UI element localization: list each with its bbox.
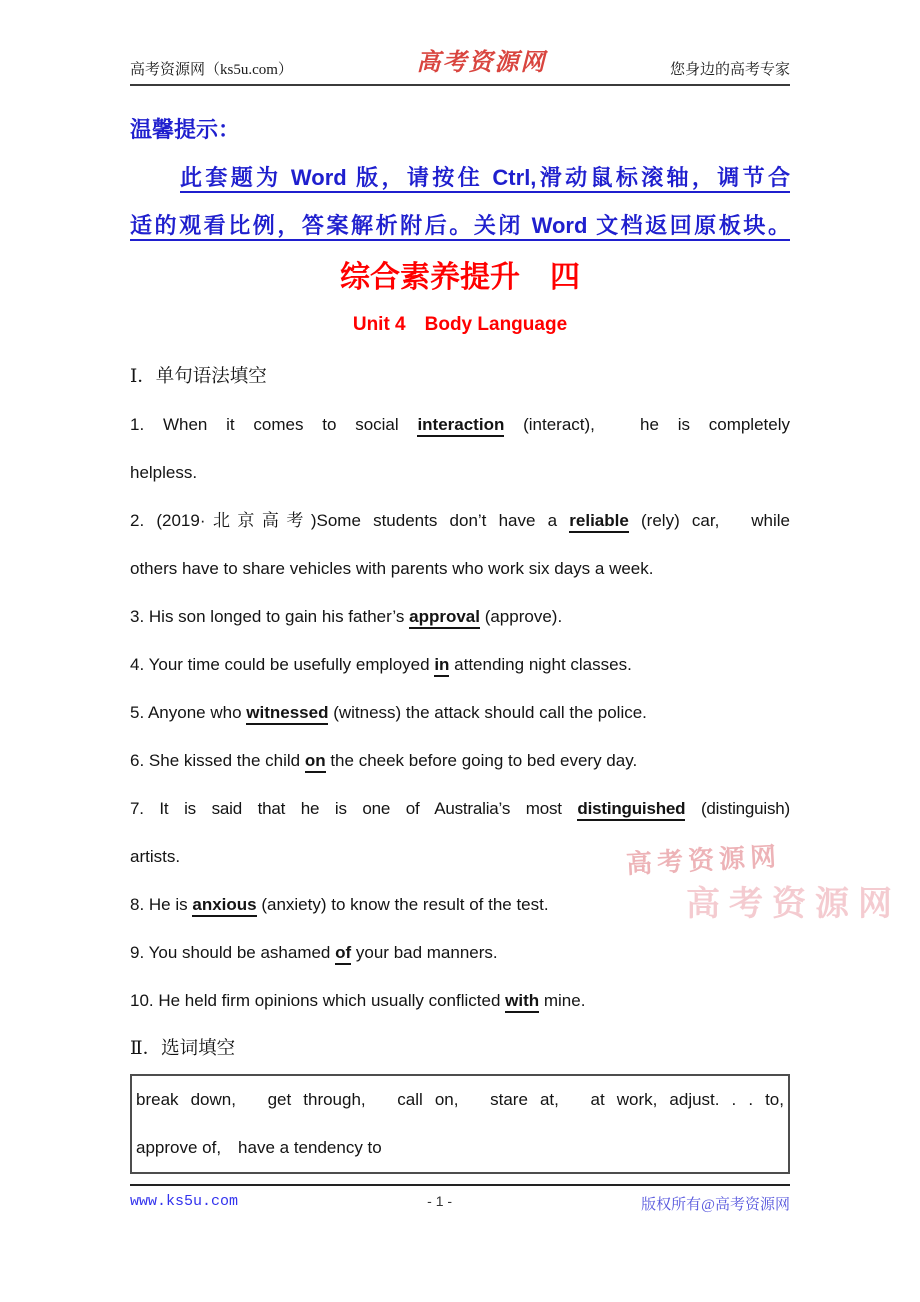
page-subtitle: Unit 4 Body Language [352,314,568,335]
item-text: (distinguish) [685,799,790,818]
item-text: 3. His son longed to gain his father’s [130,607,410,626]
page-number: - 1 - [427,1193,453,1209]
exercise-item-5 [130,689,790,737]
watermark-small: 高考资源网 [625,841,782,880]
item-text: (rely) car, while [628,511,790,530]
answer-blank: with [505,991,539,1013]
exercise-item-10 [130,977,790,1025]
section-1-heading: Ⅰ．单句语法填空 [130,367,267,387]
exercise-item-2 [130,497,790,593]
word-bank-box [130,1074,790,1174]
answer-blank: approval [409,607,480,629]
item-text: others have to share vehicles with parents who work six days a week. [130,559,654,578]
answer-blank: in [434,655,449,677]
item-text: artists. [130,847,181,866]
item-text: (anxiety) to know the result of the test. [256,895,549,914]
word-bank-line-2: approve of, have a tendency to [136,1138,382,1157]
exercise-item-3 [130,593,790,641]
section-2-heading: Ⅱ．选词填空 [130,1039,236,1059]
item-text: 9. You should be ashamed [130,943,336,962]
item-text: the cheek before going to bed every day. [325,751,638,770]
item-text: (approve). [479,607,563,626]
page-footer [130,1184,790,1214]
page-title: 综合素养提升 四 [340,261,580,294]
answer-blank: interaction [417,415,504,437]
item-text: 10. He held firm opinions which usually conflicted [130,991,506,1010]
header-tagline: 您身边的高考专家 [669,62,790,78]
watermark-large: 高考资源网 [686,886,901,923]
exercise-item-6 [130,737,790,785]
word-bank-line-1: break down, get through, call on, stare at, at work, adjust. . . to, [136,1090,784,1109]
notice-line-1: 此套题为 Word 版，请按住 Ctrl,滑动鼠标滚轴，调节合 [180,165,790,190]
item-text: your bad manners. [351,943,498,962]
exercise-item-7 [130,785,790,881]
answer-blank: reliable [569,511,629,533]
exercise-item-1 [130,401,790,497]
exercise-item-4 [130,641,790,689]
notice-block [130,106,790,250]
footer-site-url: www.ks5u.com [130,1193,239,1210]
item-text: (interact), he is completely [504,415,790,434]
exercise-item-9 [130,929,790,977]
item-text: 8. He is [130,895,193,914]
item-text: 2. (2019·北京高考)Some students don’t have a [130,511,570,530]
item-text: (witness) the attack should call the police. [328,703,647,722]
exercise-item-8 [130,881,790,929]
notice-line-2: 适的观看比例，答案解析附后。关闭 Word 文档返回原板块。 [130,213,790,238]
item-text: helpless. [130,463,198,482]
answer-blank: of [335,943,351,965]
answer-blank: anxious [192,895,256,917]
document-body [130,353,790,1174]
answer-blank: on [305,751,326,773]
answer-blank: distinguished [577,799,685,821]
item-text: 1. When it comes to social [130,415,418,434]
item-text: attending night classes. [449,655,632,674]
item-text: 7. It is said that he is one of Australia’s most [130,799,578,818]
item-text: 5. Anyone who [130,703,247,722]
notice-label: 温馨提示： [130,117,241,142]
page-header [130,0,790,86]
site-logo: 高考资源网 [416,50,547,76]
item-text: 4. Your time could be usefully employed [130,655,435,674]
answer-blank: witnessed [246,703,328,725]
item-text: mine. [539,991,586,1010]
item-text: 6. She kissed the child [130,751,305,770]
footer-copyright: 版权所有@高考资源网 [641,1197,790,1213]
header-site-name: 高考资源网（ks5u.com） [130,62,293,78]
